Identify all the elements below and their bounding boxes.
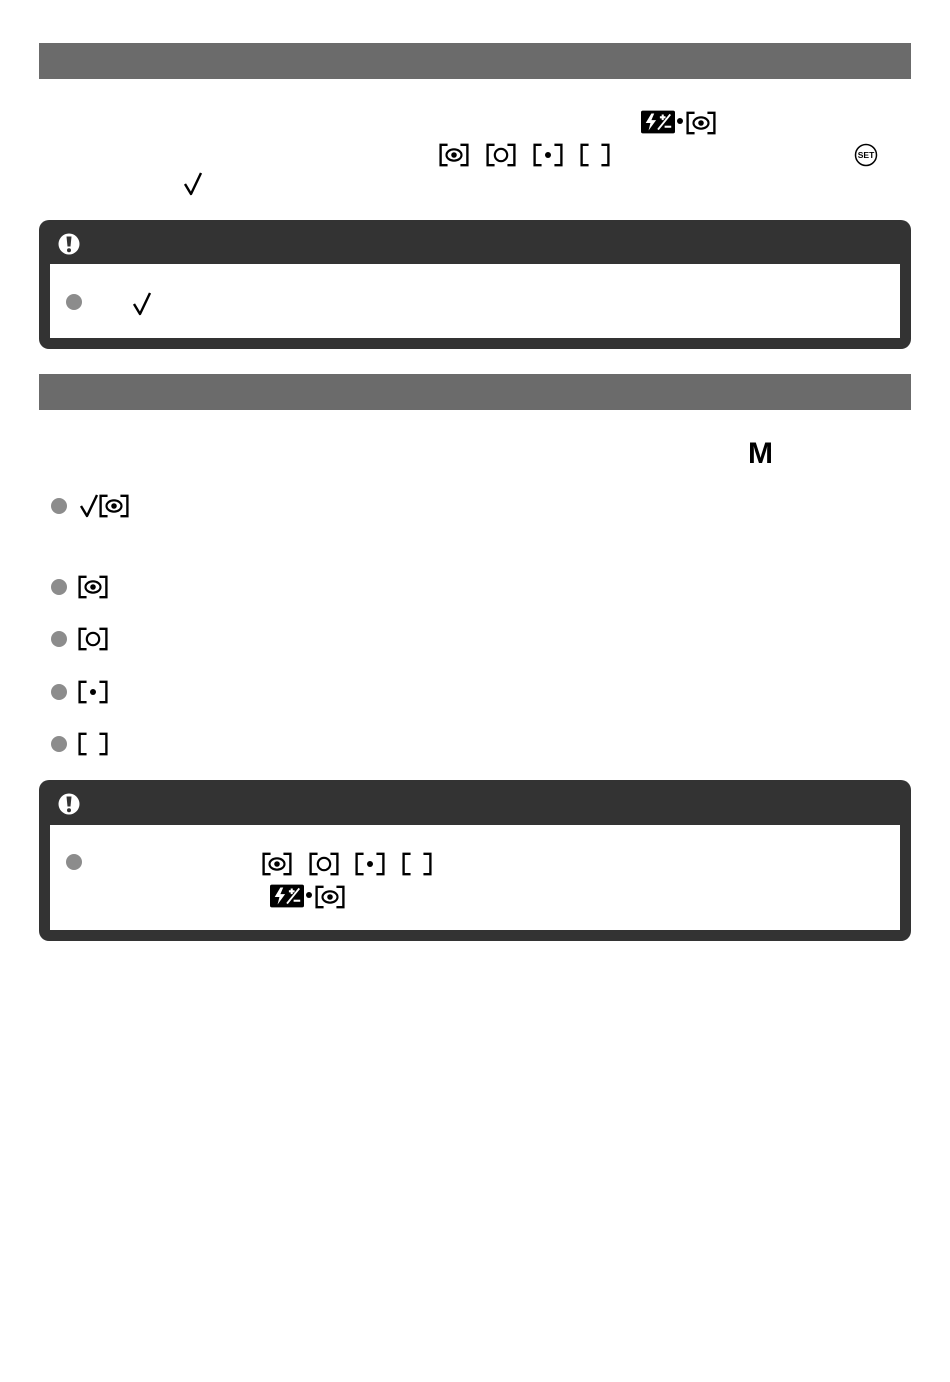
caution-content-1 — [50, 264, 900, 338]
caution-box-1 — [39, 220, 911, 349]
evaluative-metering-icon — [315, 885, 345, 909]
evaluative-metering-icon — [78, 575, 108, 599]
bullet-icon — [51, 498, 67, 514]
caution-exclamation-icon — [57, 792, 81, 816]
bullet-icon — [66, 294, 82, 310]
flash-exposure-compensation-icon — [270, 884, 304, 908]
bullet-icon — [51, 684, 67, 700]
bullet-icon — [66, 854, 82, 870]
partial-metering-icon — [309, 852, 339, 876]
section-header-bar-1 — [39, 43, 911, 79]
set-button-icon — [854, 143, 878, 167]
partial-metering-icon — [78, 627, 108, 651]
spot-metering-icon — [533, 143, 563, 167]
evaluative-metering-icon — [99, 494, 129, 518]
section-header-bar-2 — [39, 374, 911, 410]
shooting-mode-m-label: M — [748, 437, 773, 470]
bullet-icon — [51, 579, 67, 595]
partial-metering-icon — [486, 143, 516, 167]
checkmark-icon — [132, 292, 152, 316]
center-weighted-average-metering-icon — [580, 143, 610, 167]
spot-metering-icon — [78, 680, 108, 704]
dot-separator — [677, 118, 683, 124]
checkmark-icon — [79, 494, 99, 518]
dot-separator — [306, 892, 312, 898]
flash-exposure-compensation-icon — [641, 110, 675, 134]
bullet-icon — [51, 631, 67, 647]
evaluative-metering-icon — [262, 852, 292, 876]
caution-content-2 — [50, 825, 900, 930]
caution-box-2 — [39, 780, 911, 941]
center-weighted-average-metering-icon — [78, 732, 108, 756]
bullet-icon — [51, 736, 67, 752]
caution-exclamation-icon — [57, 232, 81, 256]
evaluative-metering-icon — [686, 111, 716, 135]
checkmark-icon — [183, 172, 203, 196]
spot-metering-icon — [355, 852, 385, 876]
center-weighted-average-metering-icon — [402, 852, 432, 876]
evaluative-metering-icon — [439, 143, 469, 167]
